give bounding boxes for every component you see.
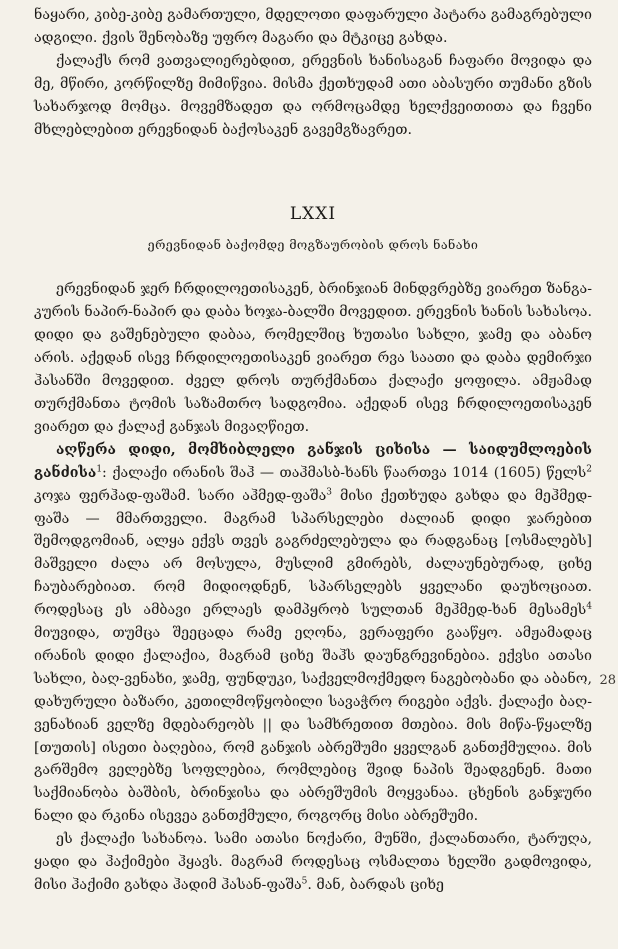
paragraph-text: : ქალაქი ირანის შაჰ — თაჰმასბ-ხანს წაართვა 1014 (1605) წელს [102,464,587,481]
paragraph-text: . მან, ბარდას ციხე [307,877,444,893]
chapter-number: LXXI [289,204,337,225]
paragraph-text: ეს ქალაქი სახანოა. სამი ათასი ნოქარი, მუნში, ქალანთარი, ტარუღა, ყადი და ჰაქიმები ჰყავს. მაგრამ როდესაც ოსმალთა ხელში გადმოვიდა, მისი ჰაქიმი გახდა ჰადიმ ჰასან-ფაშა [34,831,592,893]
footnote-mark: 2 [586,463,592,474]
footnote-mark: 1 [96,463,103,474]
body-paragraph-2 [34,439,592,828]
footnote-mark: 5 [301,876,308,887]
document-page [34,4,592,897]
margin-page-number: 28 [599,673,616,688]
footnote-mark: 4 [586,601,592,612]
body-paragraph-3 [34,828,592,897]
footnote-mark: 3 [326,486,333,497]
paragraph-text: მიუვიდა, თუმცა შეეცადა რამე ეღონა, ვერაფერი გააწყო. ამჟამადაც ირანის დიდი ქალაქია, მაგრამ ციხე შაჰს დაუნგრევინებია. ექვსი ათასი სახლი, ბაღ-ვენახი, ჯამე, ფუნდუკი, საქველმოქმედო ნაგებობანი და აბანო, დახურული ბაზარი, კეთილმოწყობილი სავაჭრო რიგები აქვს. ქალაქი ბაღ-ვენახიან ველზე მდებარეობს || და სამხრეთით მთებია. მის მიწა-წყალზე [თუთის] ისეთი ბაღებია, რომ განჯის აბრეშუმი ყველგან განთქმულია. მის გარშემო ველებზე სოფლებია, რომლებიც შვიდ ნაპის შეადგენენ. მათი საქმიანობა ბაშბის, ბრინჯისა და აბრეშუმის მოყვანაა. ცხენის განჯური ნალი და რკინა ისევეა განთქმული, როგორც მისი აბრეშუმი. [34,625,592,825]
top-paragraph-1: ნაყარი, კიბე-კიბე გამართული, მდელოთი დაფარული პატარა გამაგრებული ადგილი. ქვის შენობაზე უფრო მაგარი და მტკიცე გახდა. [34,7,592,46]
top-paragraph-2: ქალაქს რომ ვათვალიერებდით, ერევნის ხანისაგან ჩაფარი მოვიდა და მე, მწირი, კორწილზე მიმიწვია. მისმა ქეთხუდამ ათი აბასური თუმანი გზის სახარჯოდ მომცა. მოვემზადეთ და ორმოცამდე ხელქვეითითა და ჩვენი მხლებლებით ერევნიდან ბაქოსაკენ გავემგზავრეთ. [34,52,592,138]
paragraph-text: მისი ქეთხუდა გახდა და მეჰმედ-ფაშა — მმართველი. მაგრამ სპარსელები ძალიან დიდი ჯარებით შემოდგომიან, ალყა ექვს თვეს გაგრძელებულა და რადგანაც [ოსმალებს] მაშველი ძალა არ მოსულა, მუსლიმ გმირებს, ძალაუნებურად, ციხე ჩაუბარებიათ. რომ მიდიოდნენ, სპარსელებს ყველანი დაუხოციათ. როდესაც ეს ამბავი ერლაეს დამპყრობ სულთან მეჰმედ-ხან მესამეს [34,487,593,619]
paragraph-text: კოჯა ფერჰად-ფაშამ. სარი აჰმედ-ფაშა [34,487,327,504]
section-title-bold: აღწერა დიდი, მომხიბლელი განჯის ციხისა — საიდუმლოების განძისა [34,441,592,481]
chapter-subtitle: ერევნიდან ბაქომდე მოგზაურობის დროს ნანახი [147,237,479,253]
body-paragraph-1: ერევნიდან ჯერ ჩრდილოეთისაკენ, ბრინჯიან მინდვრებზე ვიარეთ ზანგა-კურის ნაპირ-ნაპირ და დაბა ხოჯა-ბალში მოვედით. ერევნის ხანის სახასოა. დიდი და გაშენებული დაბაა, რომელშიც ხუთასი სახლი, ჯამე და აბანო არის. აქედან ისევ ჩრდილოეთისაკენ ვიარეთ რვა საათი და დაბა დემირჯი ჰასანში მოვედით. ძველ დროს თურქმანთა ქალაქი ყოფილა. ამჟამად თურქმანთა ტომის საზამთრო სადგომია. აქედან ისევ ჩრდილოეთისაკენ ვიარეთ და ქალაქ განჯას მივაღწიეთ. [34,281,592,435]
